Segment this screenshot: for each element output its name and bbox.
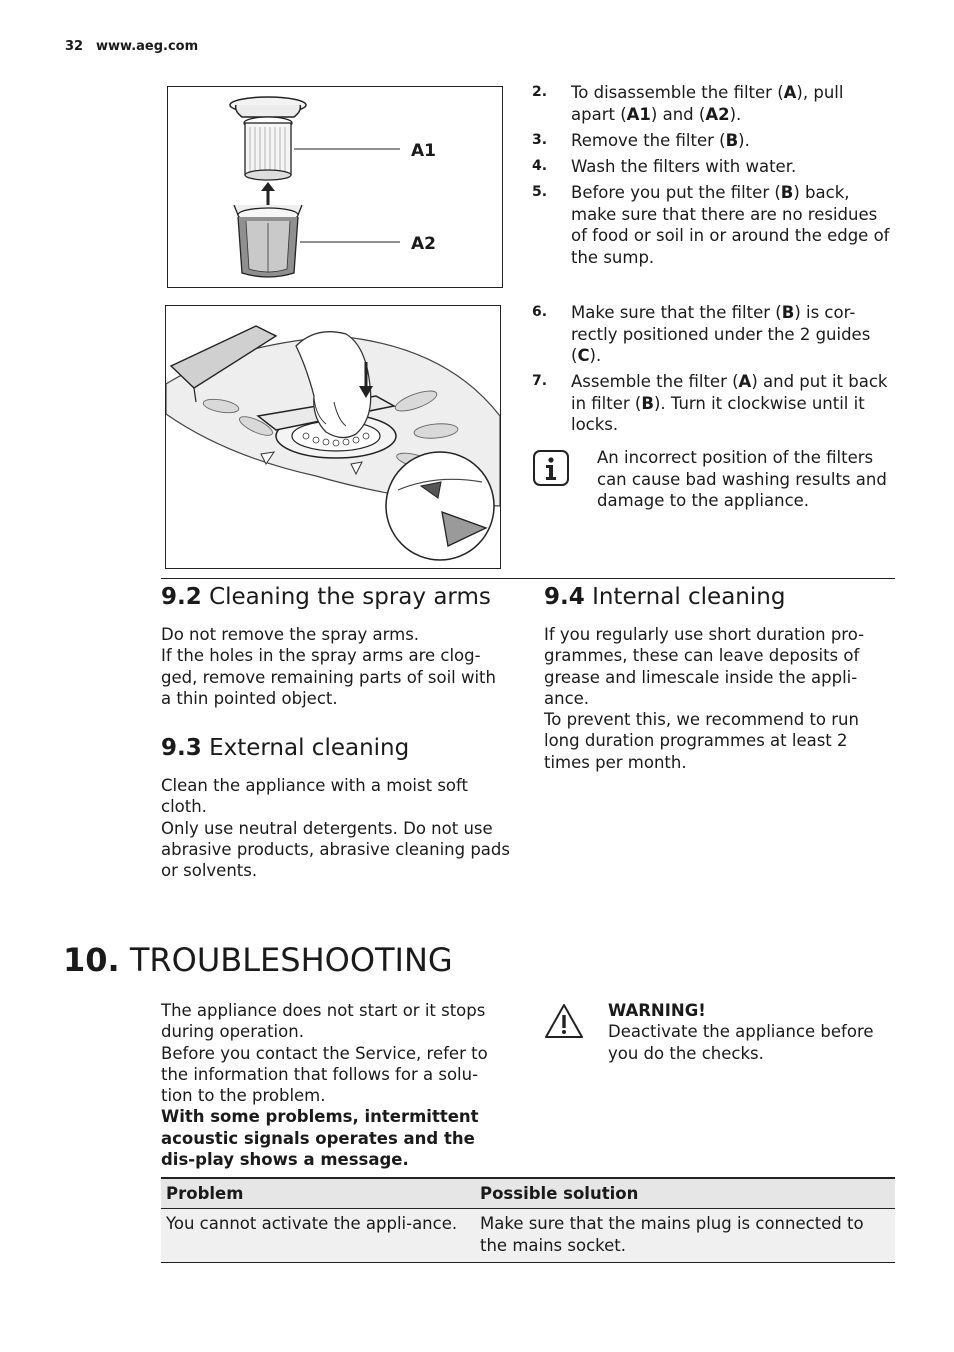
step-5: 5. Before you put the filter (B) back, make sure that there are no residues of food or soil in or around the edge of the sump. bbox=[532, 183, 890, 267]
heading-title: External cleaning bbox=[209, 735, 410, 761]
filter-disassembly-illustration bbox=[168, 87, 502, 287]
warning-icon bbox=[544, 1003, 584, 1039]
step-6: 6. Make sure that the filter (B) is cor-rectly positioned under the 2 guides (C). bbox=[532, 303, 871, 365]
table-header-row bbox=[161, 1178, 895, 1209]
page-number: 32 bbox=[65, 39, 84, 54]
header-url: www.aeg.com bbox=[96, 39, 199, 54]
chapter-title: TROUBLESHOOTING bbox=[129, 941, 453, 979]
paragraph: The appliance does not start or it stops during operation. bbox=[161, 1001, 486, 1042]
paragraph: Do not remove the spray arms. bbox=[161, 625, 420, 644]
chapter-heading bbox=[63, 940, 453, 980]
heading-9-4 bbox=[544, 583, 894, 611]
step-3: 3. Remove the filter (B). bbox=[532, 131, 750, 150]
heading-number: 9.4 bbox=[544, 584, 585, 610]
troubleshooting-table bbox=[161, 1177, 895, 1263]
filter-placement-illustration bbox=[166, 306, 500, 568]
table-cell: Make sure that the mains plug is connected to the mains socket. bbox=[475, 1209, 895, 1263]
filter-placement-figure bbox=[165, 305, 501, 569]
heading-number: 9.2 bbox=[161, 584, 202, 610]
warning-title: WARNING! bbox=[608, 1001, 706, 1020]
heading-title: Internal cleaning bbox=[592, 584, 786, 610]
table-cell: You cannot activate the appli-ance. bbox=[161, 1209, 475, 1263]
info-note-text: An incorrect position of the filters can cause bad washing results and damage to the appliance. bbox=[597, 448, 887, 510]
troubleshooting-intro bbox=[161, 1000, 506, 1170]
bold-note: With some problems, intermittent acoustic signals operates and the dis-play shows a message. bbox=[161, 1107, 479, 1170]
paragraph: To prevent this, we recommend to run long duration programmes at least 2 times per month. bbox=[544, 710, 859, 772]
heading-number: 9.3 bbox=[161, 735, 202, 761]
section-9-4-body bbox=[544, 624, 884, 773]
section-divider bbox=[161, 578, 895, 579]
chapter-number: 10. bbox=[63, 941, 120, 979]
step-number: 6. bbox=[532, 304, 548, 320]
paragraph: If the holes in the spray arms are clog-ged, remove remaining parts of soil with a thin pointed object. bbox=[161, 646, 496, 708]
heading-9-2 bbox=[161, 583, 521, 611]
step-number: 4. bbox=[532, 158, 548, 174]
heading-title: Cleaning the spray arms bbox=[209, 584, 491, 610]
step-2: 2. To disassemble the filter (A), pull apart (A1) and (A2). bbox=[532, 83, 844, 124]
label-a2: A2 bbox=[411, 234, 436, 254]
column-header: Possible solution bbox=[475, 1178, 895, 1209]
warning-text: Deactivate the appliance before you do the checks. bbox=[608, 1022, 874, 1063]
step-4: 4. Wash the filters with water. bbox=[532, 157, 797, 176]
step-number: 5. bbox=[532, 184, 548, 200]
paragraph: Before you contact the Service, refer to the information that follows for a solu-tion to the problem. bbox=[161, 1043, 488, 1106]
paragraph: Clean the appliance with a moist soft cloth. bbox=[161, 776, 469, 817]
paragraph: If you regularly use short duration pro-grammes, these can leave deposits of grease and limescale inside the appli-ance. bbox=[544, 625, 865, 708]
warning-block bbox=[608, 1000, 893, 1064]
step-number: 2. bbox=[532, 84, 548, 100]
section-9-3-body bbox=[161, 775, 511, 881]
step-7: 7. Assemble the filter (A) and put it back in filter (B). Turn it clockwise until it locks. bbox=[532, 372, 888, 434]
info-icon bbox=[533, 450, 569, 486]
heading-9-3 bbox=[161, 734, 521, 762]
section-9-2-body bbox=[161, 624, 511, 709]
step-number: 7. bbox=[532, 373, 548, 389]
column-header: Problem bbox=[161, 1178, 475, 1209]
label-a1: A1 bbox=[411, 141, 436, 161]
table-row bbox=[161, 1209, 895, 1263]
paragraph: Only use neutral detergents. Do not use abrasive products, abrasive cleaning pads or solvents. bbox=[161, 818, 510, 881]
step-number: 3. bbox=[532, 132, 548, 148]
filter-disassembly-figure bbox=[167, 86, 503, 288]
